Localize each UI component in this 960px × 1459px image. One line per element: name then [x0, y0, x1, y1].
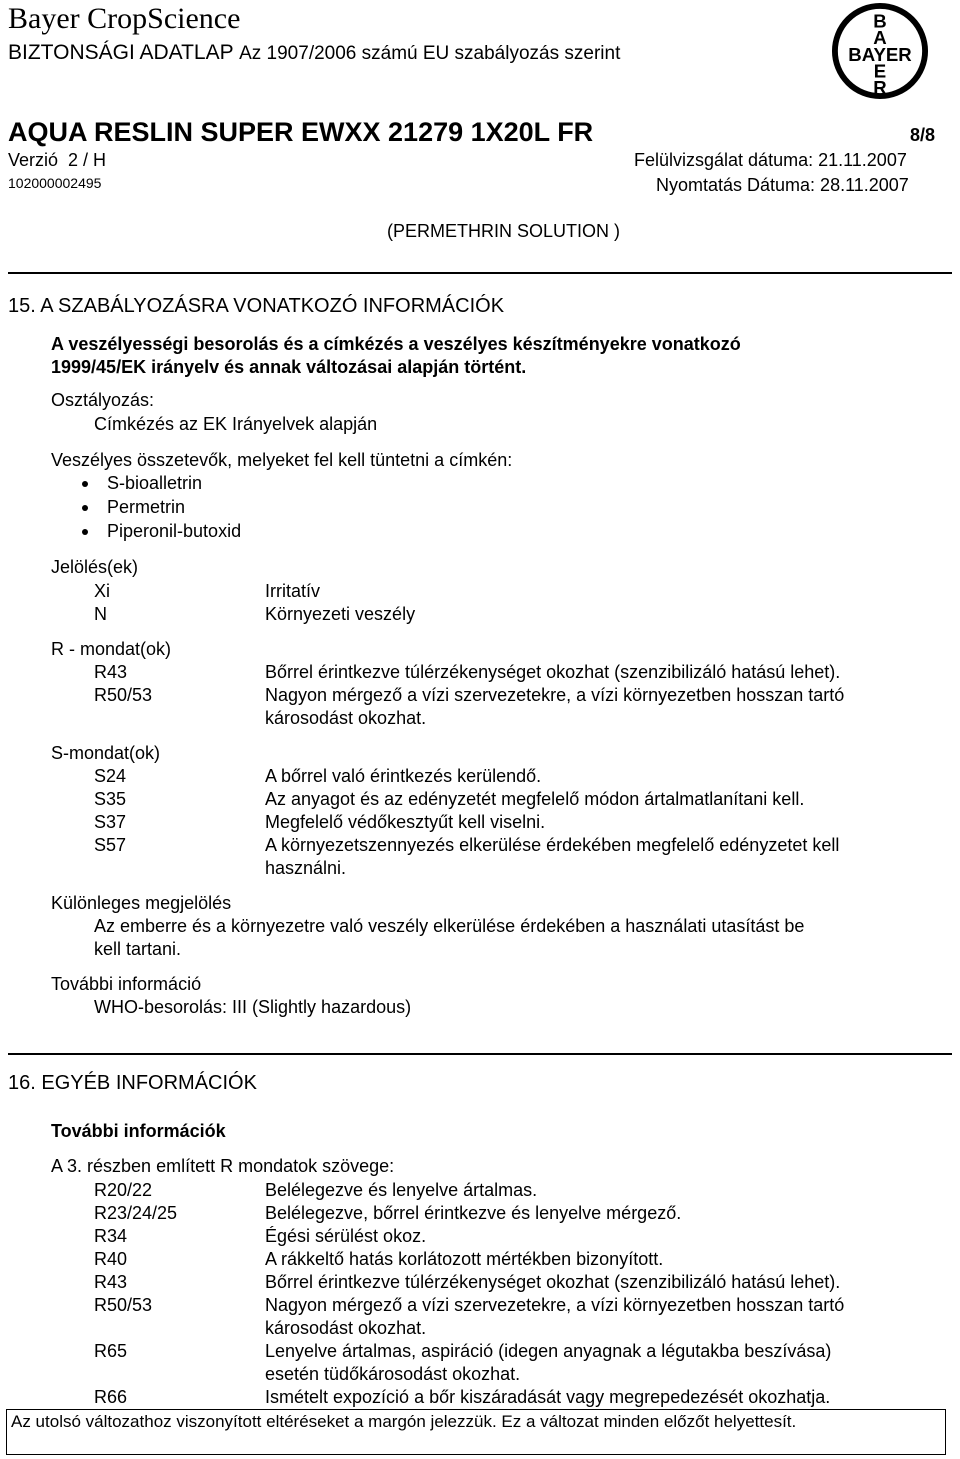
special-text-2: kell tartani. — [94, 939, 182, 959]
hazardous-components-label: Veszélyes összetevők, melyeket fel kell tüntetni a címkén: — [51, 450, 513, 470]
section15-title: 15. A SZABÁLYOZÁSRA VONATKOZÓ INFORMÁCIÓK — [8, 295, 505, 317]
r-phrase-text: Nagyon mérgező a vízi szervezetekre, a vízi környezetben hosszan tartó — [265, 685, 845, 705]
symbol-text: Irritatív — [265, 581, 321, 601]
r-phrase-code: R66 — [94, 1387, 128, 1407]
doc-header — [8, 41, 620, 65]
revision-date: Felülvizsgálat dátuma: 21.11.2007 — [634, 150, 907, 170]
r-phrase-code: R34 — [94, 1226, 128, 1246]
s-phrase-text: Megfelelő védőkesztyűt kell viselni. — [265, 812, 546, 832]
symbol-code: Xi — [94, 581, 111, 601]
component-item: S-bioalletrin — [107, 473, 203, 493]
section15-intro-2: 1999/45/EK irányelv és annak változásai alapján történt. — [51, 357, 527, 377]
product-name: AQUA RESLIN SUPER EWXX 21279 1X20L FR — [8, 117, 594, 147]
version — [8, 150, 106, 171]
version-label: Verzió — [8, 150, 59, 170]
s-phrase-text: használni. — [265, 858, 347, 878]
r-phrase-text: Lenyelve ártalmas, aspiráció (idegen anyagnak a légutakba beszívása) — [265, 1341, 832, 1361]
classification-value: Címkézés az EK Irányelvek alapján — [94, 414, 378, 434]
section16-title: 16. EGYÉB INFORMÁCIÓK — [8, 1072, 257, 1094]
symbol-text: Környezeti veszély — [265, 604, 416, 624]
s-phrase-code: S24 — [94, 766, 127, 786]
footer-note: Az utolsó változathoz viszonyított eltéréseket a margón jelezzük. Ez a változat minden előzőt helyettesít. — [6, 1409, 946, 1455]
logo-letter-a: A — [873, 27, 887, 49]
bullet-icon — [82, 529, 88, 535]
version-value: 2 / H — [68, 150, 107, 170]
s-phrase-code: S35 — [94, 789, 127, 809]
bullet-icon — [82, 505, 88, 511]
further-info-label: További információ — [51, 974, 202, 994]
r-text-label: A 3. részben említett R mondatok szövege: — [51, 1156, 395, 1176]
symbols-label: Jelölés(ek) — [51, 557, 139, 577]
symbol-code: N — [94, 604, 107, 624]
r-phrase-code: R40 — [94, 1249, 128, 1269]
r-phrase-code: R43 — [94, 1272, 128, 1292]
logo-letter-e: E — [873, 60, 887, 82]
r-phrase-text: Ismételt expozíció a bőr kiszáradását vagy megrepedezését okozhatja. — [265, 1387, 831, 1407]
special-label: Különleges megjelölés — [51, 893, 232, 913]
substance-name: (PERMETHRIN SOLUTION ) — [387, 221, 621, 241]
s-phrases-label: S-mondat(ok) — [51, 743, 161, 763]
logo-letter-bayer: BAYER — [848, 43, 912, 65]
company-name: Bayer CropScience — [8, 2, 241, 35]
r-phrase-text: Bőrrel érintkezve túlérzékenységet okozhat (szenzibilizáló hatású lehet). — [265, 662, 841, 682]
component-item: Piperonil-butoxid — [107, 521, 242, 541]
doc-type: BIZTONSÁGI ADATLAP — [8, 41, 234, 64]
r-phrase-text: károsodást okozhat. — [265, 1318, 427, 1338]
r-phrase-code: R50/53 — [94, 1295, 153, 1315]
print-date: Nyomtatás Dátuma: 28.11.2007 — [656, 175, 909, 195]
r-phrase-code: R43 — [94, 662, 128, 682]
section16-subtitle: További információk — [51, 1121, 226, 1141]
r-phrase-text: Bőrrel érintkezve túlérzékenységet okozhat (szenzibilizáló hatású lehet). — [265, 1272, 841, 1292]
bayer-logo — [831, 2, 929, 100]
doc-number: 102000002495 — [8, 175, 102, 191]
s-phrase-code: S37 — [94, 812, 127, 832]
r-phrase-text: Égési sérülést okoz. — [265, 1226, 427, 1246]
r-phrase-text: esetén tüdőkárosodást okozhat. — [265, 1364, 521, 1384]
classification-label: Osztályozás: — [51, 390, 155, 410]
s-phrase-text: A bőrrel való érintkezés kerülendő. — [265, 766, 542, 786]
r-phrase-code: R65 — [94, 1341, 128, 1361]
page-number: 8/8 — [910, 125, 936, 145]
r-phrases-label: R - mondat(ok) — [51, 639, 172, 659]
special-text-1: Az emberre és a környezetre való veszély elkerülése érdekében a használati utasítást be — [94, 916, 805, 936]
component-item: Permetrin — [107, 497, 186, 517]
section15-intro-1: A veszélyességi besorolás és a címkézés a veszélyes készítményekre vonatkozó — [51, 334, 741, 354]
further-info-value: WHO-besorolás: III (Slightly hazardous) — [94, 997, 412, 1017]
r-phrase-code: R50/53 — [94, 685, 153, 705]
r-phrase-text: Belélegezve és lenyelve ártalmas. — [265, 1180, 538, 1200]
s-phrase-code: S57 — [94, 835, 127, 855]
r-phrase-text: károsodást okozhat. — [265, 708, 427, 728]
logo-letter-b1: B — [873, 10, 887, 32]
r-phrase-code: R23/24/25 — [94, 1203, 178, 1223]
s-phrase-text: A környezetszennyezés elkerülése érdekében megfelelő edényzetet kell — [265, 835, 840, 855]
r-phrase-code: R20/22 — [94, 1180, 153, 1200]
section-divider — [8, 272, 952, 274]
s-phrase-text: Az anyagot és az edényzetét megfelelő módon ártalmatlanítani kell. — [265, 789, 805, 809]
r-phrase-text: Nagyon mérgező a vízi szervezetekre, a vízi környezetben hosszan tartó — [265, 1295, 845, 1315]
r-phrase-text: A rákkeltő hatás korlátozott mértékben bizonyított. — [265, 1249, 664, 1269]
logo-letter-r: R — [873, 77, 887, 99]
regulation: Az 1907/2006 számú EU szabályozás szerint — [239, 43, 621, 64]
bullet-icon — [82, 481, 88, 487]
r-phrase-text: Belélegezve, bőrrel érintkezve és lenyelve mérgező. — [265, 1203, 682, 1223]
section-divider — [8, 1053, 952, 1055]
